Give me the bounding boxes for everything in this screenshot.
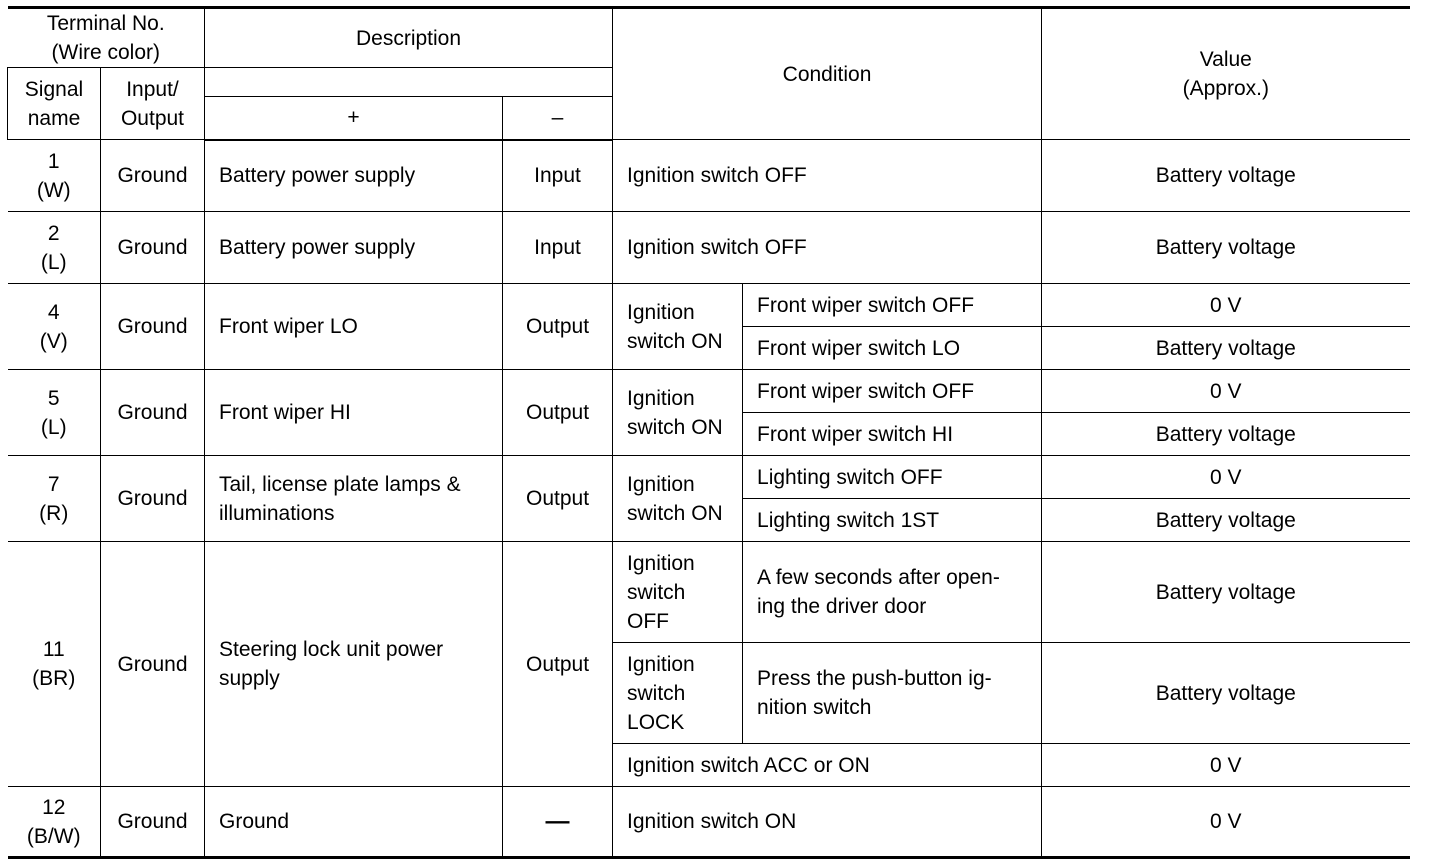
condition-sub-cell: Lighting switch 1ST bbox=[743, 499, 1042, 542]
ground-cell: Ground bbox=[101, 284, 205, 370]
io-cell bbox=[503, 787, 613, 858]
terminal-cell: 1 (W) bbox=[8, 140, 101, 212]
table-row bbox=[8, 456, 1410, 499]
table-row bbox=[8, 542, 1410, 643]
condition-sub-cell: Front wiper switch LO bbox=[743, 327, 1042, 370]
value-cell: Battery voltage bbox=[1042, 140, 1410, 212]
signal-name-cell: Front wiper LO bbox=[205, 284, 503, 370]
condition-sub-cell: Front wiper switch HI bbox=[743, 413, 1042, 456]
condition-sub-cell: Front wiper switch OFF bbox=[743, 370, 1042, 413]
signal-name-cell: Front wiper HI bbox=[205, 370, 503, 456]
dash-glyph: — bbox=[545, 807, 570, 835]
condition-main-cell: Ignition switch ON bbox=[613, 370, 743, 456]
table-row bbox=[8, 140, 1410, 212]
terminal-cell: 12 (B/W) bbox=[8, 787, 101, 858]
io-cell: Output bbox=[503, 456, 613, 542]
condition-sub-cell: A few seconds after open- ing the driver door bbox=[743, 542, 1042, 643]
ground-cell: Ground bbox=[101, 542, 205, 787]
terminal-cell: 2 (L) bbox=[8, 212, 101, 284]
terminal-cell: 7 (R) bbox=[8, 456, 101, 542]
signal-name-cell: Tail, license plate lamps & illuminations bbox=[205, 456, 503, 542]
header-description: Description bbox=[205, 8, 613, 68]
ground-cell: Ground bbox=[101, 140, 205, 212]
value-cell: Battery voltage bbox=[1042, 499, 1410, 542]
condition-sub-cell: Lighting switch OFF bbox=[743, 456, 1042, 499]
ground-cell: Ground bbox=[101, 456, 205, 542]
ground-cell: Ground bbox=[101, 787, 205, 858]
value-cell: Battery voltage bbox=[1042, 542, 1410, 643]
value-cell: 0 V bbox=[1042, 284, 1410, 327]
signal-name-cell: Ground bbox=[205, 787, 503, 858]
ground-cell: Ground bbox=[101, 370, 205, 456]
header-input-output: Input/ Output bbox=[101, 68, 205, 140]
table-row bbox=[8, 284, 1410, 327]
terminal-cell: 5 (L) bbox=[8, 370, 101, 456]
header-signal-name: Signal name bbox=[8, 68, 101, 140]
condition-sub-cell: Front wiper switch OFF bbox=[743, 284, 1042, 327]
ground-cell: Ground bbox=[101, 212, 205, 284]
condition-cell: Ignition switch ON bbox=[613, 787, 1042, 858]
value-cell: Battery voltage bbox=[1042, 413, 1410, 456]
value-cell: 0 V bbox=[1042, 370, 1410, 413]
condition-main-cell: Ignition switch ON bbox=[613, 456, 743, 542]
terminal-cell: 4 (V) bbox=[8, 284, 101, 370]
condition-main-cell: Ignition switch ON bbox=[613, 284, 743, 370]
header-terminal-no: Terminal No. (Wire color) bbox=[8, 8, 205, 68]
io-cell: Input bbox=[503, 140, 613, 212]
signal-name-cell: Battery power supply bbox=[205, 140, 503, 212]
terminal-spec-table bbox=[7, 6, 1410, 859]
terminal-cell: 11 (BR) bbox=[8, 542, 101, 787]
value-cell: Battery voltage bbox=[1042, 327, 1410, 370]
value-cell: Battery voltage bbox=[1042, 212, 1410, 284]
io-cell: Output bbox=[503, 284, 613, 370]
io-cell: Input bbox=[503, 212, 613, 284]
condition-sub-cell: Press the push-button ig- nition switch bbox=[743, 643, 1042, 744]
condition-cell: Ignition switch OFF bbox=[613, 140, 1042, 212]
table-row bbox=[8, 212, 1410, 284]
condition-main-cell: Ignition switch OFF bbox=[613, 542, 743, 643]
table-row bbox=[8, 370, 1410, 413]
signal-name-cell: Battery power supply bbox=[205, 212, 503, 284]
io-cell: Output bbox=[503, 542, 613, 787]
condition-main-cell: Ignition switch LOCK bbox=[613, 643, 743, 744]
header-minus: – bbox=[503, 97, 613, 140]
signal-name-cell: Steering lock unit power supply bbox=[205, 542, 503, 787]
value-cell: 0 V bbox=[1042, 744, 1410, 787]
condition-cell: Ignition switch ACC or ON bbox=[613, 744, 1042, 787]
value-cell: Battery voltage bbox=[1042, 643, 1410, 744]
header-condition: Condition bbox=[613, 8, 1042, 140]
header-row-1 bbox=[8, 8, 1410, 68]
header-plus: + bbox=[205, 97, 503, 140]
condition-cell: Ignition switch OFF bbox=[613, 212, 1042, 284]
io-cell: Output bbox=[503, 370, 613, 456]
value-cell: 0 V bbox=[1042, 456, 1410, 499]
table-row bbox=[8, 787, 1410, 858]
value-cell: 0 V bbox=[1042, 787, 1410, 858]
header-value: Value (Approx.) bbox=[1042, 8, 1410, 140]
